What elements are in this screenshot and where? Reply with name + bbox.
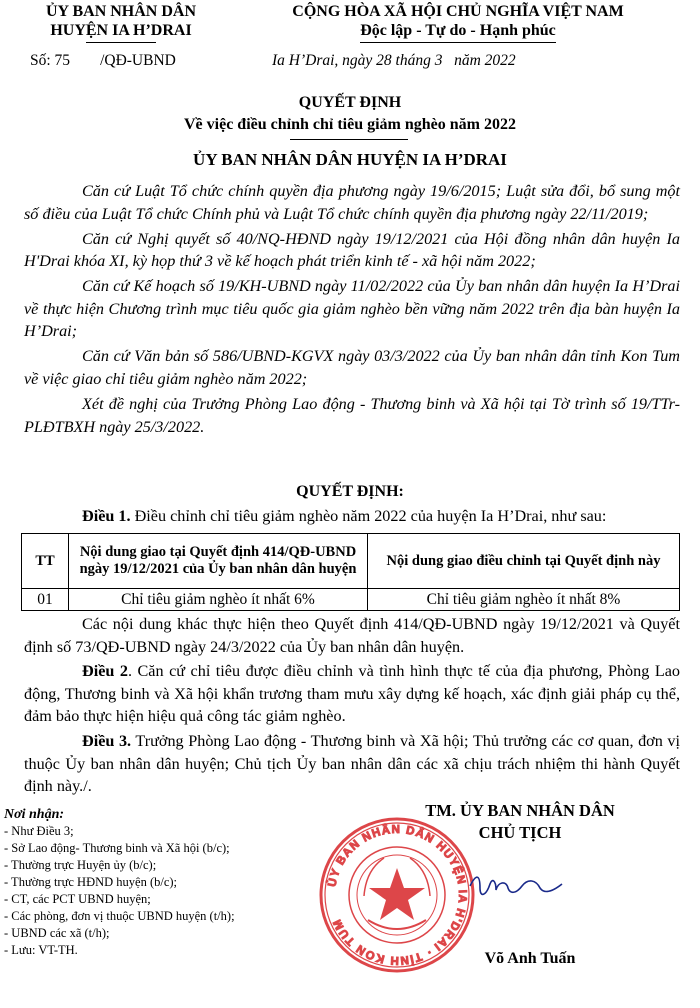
document-type: QUYẾT ĐỊNH — [298, 94, 402, 111]
article-2 — [24, 660, 680, 728]
recipients — [4, 806, 314, 959]
table-cell: 01 — [22, 589, 69, 611]
article-1-label: Điều 1. — [82, 507, 131, 525]
motto-underline — [360, 42, 556, 43]
document-subject: Về việc điều chỉnh chỉ tiêu giảm nghèo năm 2022 — [183, 116, 516, 133]
national-heading — [228, 2, 688, 43]
article-3 — [24, 730, 680, 798]
decision-heading: QUYẾT ĐỊNH: — [296, 483, 404, 500]
org-line-2: HUYỆN IA H’DRAI — [50, 22, 192, 39]
target-table — [21, 533, 680, 611]
table-header-cell: TT — [22, 534, 69, 589]
handwritten-signature-icon — [466, 866, 566, 906]
article-2-label: Điều 2 — [82, 662, 128, 681]
nation-name: CỘNG HÒA XÃ HỘI CHỦ NGHĨA VIỆT NAM — [292, 3, 624, 20]
document-number-label: Số: 75 — [30, 52, 71, 69]
table-cell: Chỉ tiêu giảm nghèo ít nhất 8% — [368, 589, 680, 611]
decision-body — [24, 613, 680, 800]
table-header-row — [22, 534, 680, 589]
table-cell: Chỉ tiêu giảm nghèo ít nhất 6% — [69, 589, 368, 611]
national-motto: Độc lập - Tự do - Hạnh phúc — [360, 22, 556, 39]
issuing-authority — [16, 2, 226, 43]
svg-text:ỦY BAN NHÂN DÂN HUYỆN IA H'DRA: ỦY BAN NHÂN DÂN HUYỆN IA H'DRAI · TỈNH KON TUM — [326, 823, 469, 967]
table-header-cell: Nội dung giao điều chỉnh tại Quyết định này — [368, 534, 680, 589]
issuing-body-heading: ỦY BAN NHÂN DÂN HUYỆN IA H’DRAI — [193, 150, 507, 169]
list-item: - CT, các PCT UBND huyện; — [4, 892, 151, 906]
after-table-paragraph: Các nội dung khác thực hiện theo Quyết định 414/QĐ-UBND ngày 19/12/2021 và Quyết định số 73/QĐ-UBND ngày 24/3/2022 của Ủy ban nhân dân huyện. — [24, 615, 680, 656]
document-number-suffix: /QĐ-UBND — [100, 52, 176, 69]
signature-on-behalf: TM. ỦY BAN NHÂN DÂN — [425, 801, 615, 820]
preamble-paragraph: Căn cứ Kế hoạch số 19/KH-UBND ngày 11/02/2022 của Ủy ban nhân dân huyện Ia H’Drai về thực hiện Chương trình mục tiêu quốc gia giảm nghèo bền vững năm 2022 trên địa bàn huyện Ia H’Drai; — [24, 277, 680, 341]
preamble — [24, 180, 680, 440]
list-item: - Sở Lao động- Thương binh và Xã hội (b/c); — [4, 841, 230, 855]
place-and-date: Ia H’Drai, ngày 28 tháng 3 năm 2022 — [272, 52, 516, 69]
preamble-paragraph: Căn cứ Văn bản số 586/UBND-KGVX ngày 03/3/2022 của Ủy ban nhân dân tỉnh Kon Tum về việc giao chỉ tiêu giảm nghèo năm 2022; — [24, 347, 680, 388]
article-3-text: Trưởng Phòng Lao động - Thương binh và Xã hội; Thủ trưởng các cơ quan, đơn vị thuộc Ủy ban nhân dân huyện; Chủ tịch Ủy ban nhân dân các xã chịu trách nhiệm thi hành Quyết định này./. — [24, 731, 680, 796]
recipients-list — [4, 823, 314, 959]
preamble-paragraph: Căn cứ Nghị quyết số 40/NQ-HĐND ngày 19/12/2021 của Hội đồng nhân dân huyện Ia H'Drai khóa XI, kỳ họp thứ 3 về kế hoạch phát triển kinh tế - xã hội năm 2022; — [24, 229, 680, 271]
list-item: - Các phòng, đơn vị thuộc UBND huyện (t/h); — [4, 909, 235, 923]
article-3-label: Điều 3. — [82, 731, 132, 750]
signature-role: CHỦ TỊCH — [478, 823, 562, 842]
document-number — [30, 52, 176, 70]
list-item: - Như Điều 3; — [4, 824, 74, 838]
list-item: - Thường trực HĐND huyện (b/c); — [4, 875, 178, 889]
org-line-1: ỦY BAN NHÂN DÂN — [45, 3, 197, 20]
preamble-paragraph: Xét đề nghị của Trưởng Phòng Lao động - Thương binh và Xã hội tại Tờ trình số 19/TTr-PLĐTBXH ngày 25/3/2022. — [24, 394, 680, 436]
preamble-paragraph: Căn cứ Luật Tổ chức chính quyền địa phương ngày 19/6/2015; Luật sửa đổi, bổ sung một số điều của Luật Tổ chức Chính phủ và Luật Tổ chức chính quyền địa phương ngày 22/11/2019; — [24, 182, 680, 223]
table-header-cell: Nội dung giao tại Quyết định 414/QĐ-UBND ngày 19/12/2021 của Ủy ban nhân dân huyện — [69, 534, 368, 589]
signer-name: Võ Anh Tuấn — [484, 950, 576, 967]
subject-underline — [290, 139, 408, 140]
list-item: - UBND các xã (t/h); — [4, 926, 110, 940]
list-item: - Thường trực Huyện ủy (b/c); — [4, 858, 157, 872]
article-1 — [24, 507, 680, 526]
recipients-heading: Nơi nhận: — [4, 807, 65, 822]
table-row — [22, 589, 680, 611]
org-underline — [86, 42, 156, 43]
article-2-text: . Căn cứ chỉ tiêu được điều chỉnh và tình hình thực tế của địa phương, Phòng Lao động, Thương binh và Xã hội khẩn trương tham mưu xây dựng kế hoạch, xác định giải pháp cụ thể, đảm bảo thực hiện hiệu quả công tác giảm nghèo. — [24, 662, 680, 726]
list-item: - Lưu: VT-TH. — [4, 943, 78, 957]
article-1-text: Điều chỉnh chỉ tiêu giảm nghèo năm 2022 của huyện Ia H’Drai, như sau: — [130, 507, 607, 525]
